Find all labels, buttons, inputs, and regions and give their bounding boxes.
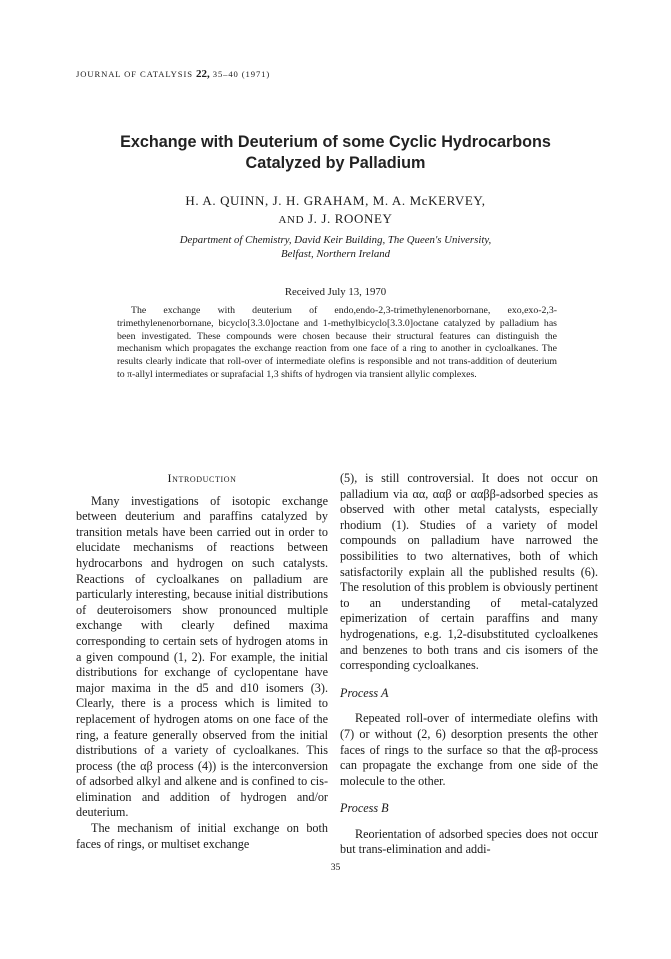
right-column <box>340 471 598 858</box>
abstract-text: The exchange with deuterium of endo,endo-2,3-trimethylenenorbornane, exo,exo-2,3-trimethylenenorbornane, bicyclo[3.3.0]octane and 1-methylbicyclo[3.3.0]octane catalyzed by palladium has been investigated. These compounds were chosen because their structural features can distinguish the mechanism which propagates the exchange reaction from one face of a ring to another in cycloalkanes. The results clearly indicate that roll-over of intermediate olefins is responsible and not trans-addition of deuterium to π-allyl intermediates or suprafacial 1,3 shifts of hydrogen via transient allylic complexes. <box>117 305 557 380</box>
received-date: Received July 13, 1970 <box>284 286 387 298</box>
left-column <box>76 471 328 852</box>
authors-and: AND <box>278 214 305 226</box>
title-line-2: Catalyzed by Palladium <box>245 154 426 172</box>
journal-name: JOURNAL OF CATALYSIS <box>76 69 193 79</box>
journal-citation <box>76 68 270 80</box>
paper-title <box>60 132 611 174</box>
authors <box>60 192 611 229</box>
abstract <box>117 305 557 382</box>
journal-pages: 35–40 (1971) <box>212 69 271 79</box>
authors-line-2: J. J. ROONEY <box>308 211 393 226</box>
title-line-1: Exchange with Deuterium of some Cyclic Hydrocarbons <box>120 133 551 151</box>
introduction-heading: Introduction <box>167 471 237 485</box>
authors-line-1: H. A. QUINN, J. H. GRAHAM, M. A. McKERVEY, <box>185 193 486 208</box>
right-paragraph-1: (5), is still controversial. It does not occur on palladium via αα, ααβ or ααββ-adsorbed species as observed with other metal catalysts, especially rhodium (1). Studies of a variety of model compounds on palladium have narrowed the possibilities to two alternatives, both of which satisfactorily explain all the published results (6). The resolution of this problem is obviously pertinent to an understanding of metal-catalyzed epimerization of certain paraffins and many hydrogenations, e.g. 1,2-disubstituted cycloalkenes and benzenes to both trans and cis isomers of the corresponding cycloalkanes. <box>340 471 598 673</box>
page-number: 35 <box>330 862 341 873</box>
process-b-text: Reorientation of adsorbed species does not occur but trans-elimination and addi- <box>340 826 598 857</box>
affiliation-line-1: Department of Chemistry, David Keir Building, The Queen's University, <box>179 234 492 246</box>
affiliation <box>60 233 611 261</box>
intro-paragraph-1: Many investigations of isotopic exchange between deuterium and paraffins catalyzed by transition metals have been carried out in order to elucidate mechanisms of reactions between hydrocarbons and hydrogen on such catalysts. Reactions of cycloalkanes on palladium are particularly interesting, because initial distributions of deuteroisomers show pronounced multiple exchange with clearly defined maxima corresponding to certain sets of hydrogen atoms in a given compound (1, 2). For example, the initial distributions for exchange of cyclopentane have major maxima in the d5 and d10 isomers (3). Clearly, there is a process which is limited to replacement of hydrogen atoms on one face of the ring, a feature generally observed from the initial distributions of a variety of cycloalkanes. This process (the αβ process (4)) is the interconversion of adsorbed alkyl and alkene and is confined to cis-elimination and addition of hydrogen and/or deuterium. <box>76 493 328 820</box>
process-a-text: Repeated roll-over of intermediate olefins with (7) or without (2, 6) desorption presents the other faces of rings to the surface so that the αβ-process can propagate the exchange from one side of the molecule to the other. <box>340 711 598 788</box>
affiliation-line-2: Belfast, Northern Ireland <box>280 248 391 260</box>
process-a-heading: Process A <box>340 685 389 700</box>
intro-paragraph-2: The mechanism of initial exchange on both faces of rings, or multiset exchange <box>76 821 328 851</box>
journal-volume: 22, <box>195 68 210 80</box>
process-b-heading: Process B <box>340 801 389 816</box>
